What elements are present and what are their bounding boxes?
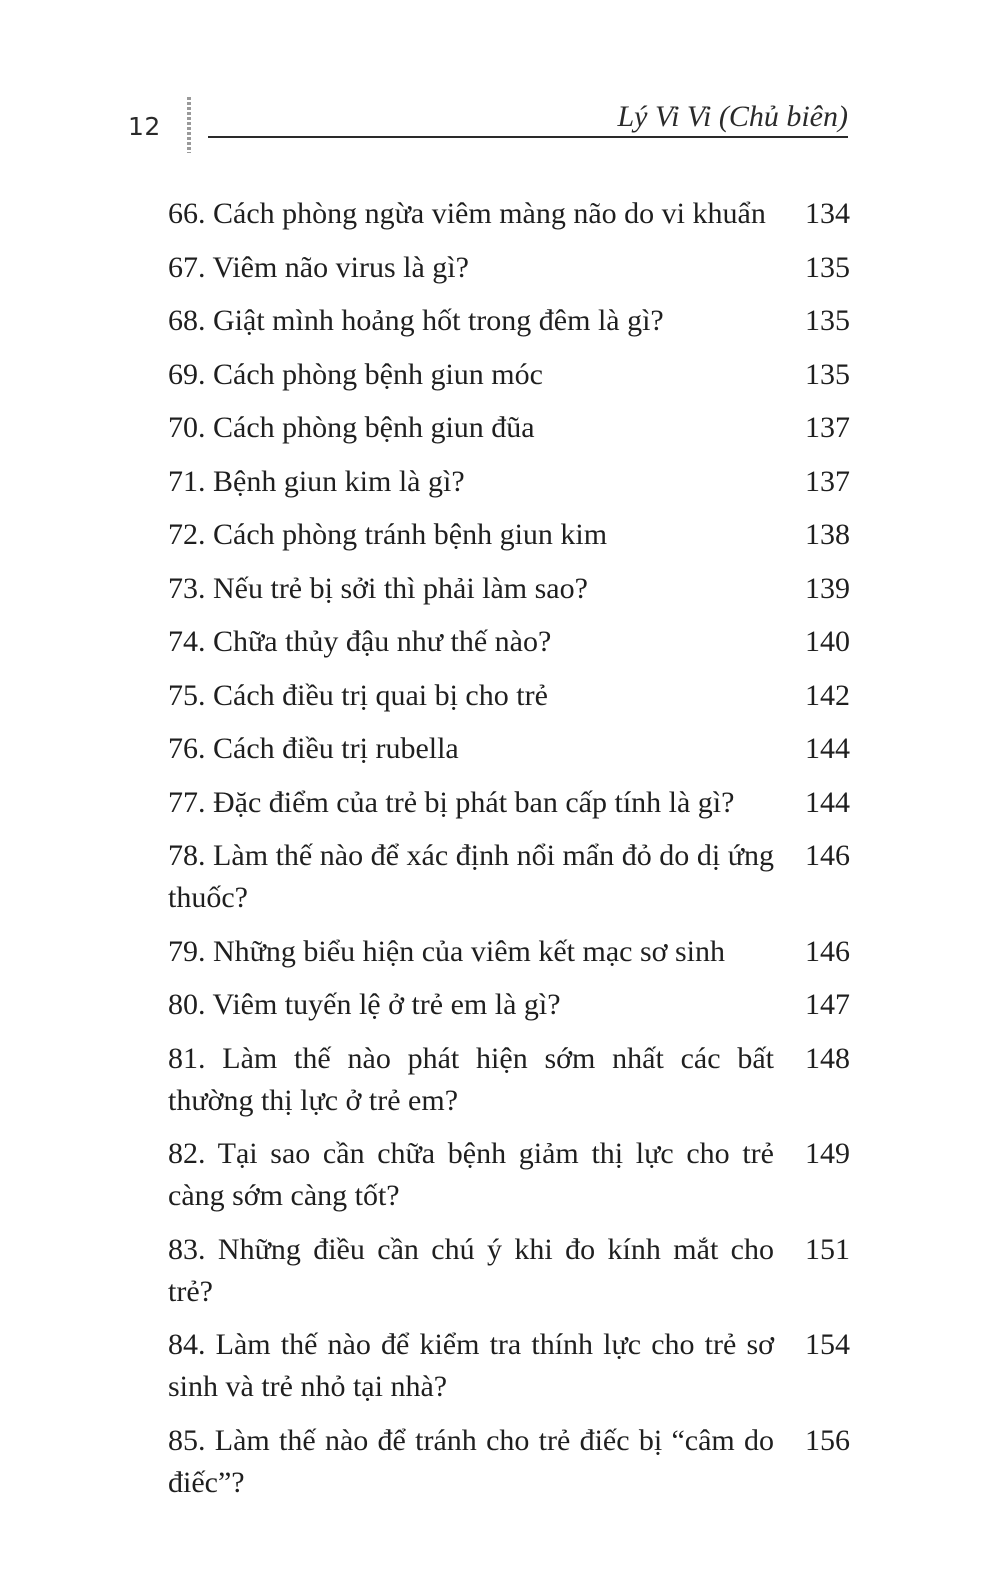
- toc-entry-page: 135: [805, 304, 850, 337]
- page-number: 12: [128, 112, 161, 141]
- toc-entry-title: 71. Bệnh giun kim là gì?: [168, 464, 465, 498]
- toc-entry: [168, 514, 850, 556]
- toc-entry-title: 68. Giật mình hoảng hốt trong đêm là gì?: [168, 304, 664, 337]
- toc-entry-title: 69. Cách phòng bệnh giun móc: [168, 357, 543, 391]
- toc-entry-title: 78. Làm thế nào để xác định nổi mẩn đỏ do dị ứng thuốc?: [168, 839, 774, 914]
- toc-entry-page: 135: [805, 250, 850, 284]
- toc-entry-title: 66. Cách phòng ngừa viêm màng não do vi khuẩn: [168, 197, 766, 230]
- toc-entry-page: 147: [805, 988, 850, 1021]
- toc-entry: [168, 1324, 850, 1408]
- toc-entry-title: 80. Viêm tuyến lệ ở trẻ em là gì?: [168, 988, 561, 1021]
- toc-entry: [168, 354, 850, 396]
- toc-entry: [168, 247, 850, 289]
- toc-entry-page: 137: [805, 464, 850, 498]
- toc-entry: [168, 675, 850, 717]
- header-rule: [208, 136, 848, 138]
- header-author: Lý Vi Vi (Chủ biên): [617, 100, 848, 133]
- toc-entry-page: 151: [805, 1232, 850, 1266]
- toc-entry-page: 134: [805, 197, 850, 230]
- toc-entry-page: 137: [805, 411, 850, 444]
- toc-entry: [168, 931, 850, 973]
- toc-entry: [168, 193, 850, 235]
- toc-entry-title: 85. Làm thế nào để tránh cho trẻ điếc bị “câm do điếc”?: [168, 1423, 774, 1499]
- toc-entry-title: 83. Những điều cần chú ý khi đo kính mắt cho trẻ?: [168, 1232, 774, 1308]
- toc-entry-title: 74. Chữa thủy đậu như thế nào?: [168, 625, 552, 658]
- toc-entry-title: 81. Làm thế nào phát hiện sớm nhất các bất thường thị lực ở trẻ em?: [168, 1041, 774, 1117]
- toc-entry-page: 146: [805, 934, 850, 968]
- toc-entry: [168, 728, 850, 770]
- toc-entry: [168, 1038, 850, 1122]
- toc-entry: [168, 984, 850, 1026]
- toc-entry-page: 146: [805, 839, 850, 872]
- toc-entry-page: 139: [805, 571, 850, 605]
- toc-entry-page: 135: [805, 357, 850, 391]
- toc-entry-page: 140: [805, 625, 850, 658]
- toc-entry: [168, 835, 850, 919]
- toc-entry-title: 77. Đặc điểm của trẻ bị phát ban cấp tính là gì?: [168, 785, 735, 819]
- toc-entry-page: 148: [805, 1041, 850, 1075]
- toc-entry-page: 144: [805, 732, 850, 765]
- toc-entry-title: 82. Tại sao cần chữa bệnh giảm thị lực cho trẻ càng sớm càng tốt?: [168, 1137, 774, 1212]
- toc-entry: [168, 1133, 850, 1217]
- toc-entry-title: 84. Làm thế nào để kiểm tra thính lực cho trẻ sơ sinh và trẻ nhỏ tại nhà?: [168, 1328, 774, 1403]
- toc-entry-page: 142: [805, 678, 850, 712]
- toc-entry: [168, 1229, 850, 1313]
- toc-entry-page: 144: [805, 785, 850, 819]
- header-divider-vertical: [187, 97, 191, 153]
- toc-entry-page: 138: [805, 518, 850, 551]
- toc-entry-page: 149: [805, 1137, 850, 1170]
- toc-entry-page: 154: [805, 1328, 850, 1361]
- toc-entry: [168, 1420, 850, 1504]
- toc-entry-title: 79. Những biểu hiện của viêm kết mạc sơ sinh: [168, 934, 726, 968]
- toc-entry: [168, 461, 850, 503]
- toc-entry: [168, 568, 850, 610]
- toc-entry: [168, 782, 850, 824]
- toc-entry: [168, 621, 850, 663]
- toc-entry: [168, 407, 850, 449]
- toc-entry-title: 76. Cách điều trị rubella: [168, 732, 459, 765]
- table-of-contents: [168, 193, 850, 1515]
- toc-entry-title: 67. Viêm não virus là gì?: [168, 250, 469, 284]
- toc-entry-title: 75. Cách điều trị quai bị cho trẻ: [168, 678, 548, 712]
- toc-entry-title: 70. Cách phòng bệnh giun đũa: [168, 411, 535, 444]
- toc-entry: [168, 300, 850, 342]
- toc-entry-page: 156: [805, 1423, 850, 1457]
- toc-entry-title: 73. Nếu trẻ bị sởi thì phải làm sao?: [168, 571, 588, 605]
- toc-entry-title: 72. Cách phòng tránh bệnh giun kim: [168, 518, 608, 551]
